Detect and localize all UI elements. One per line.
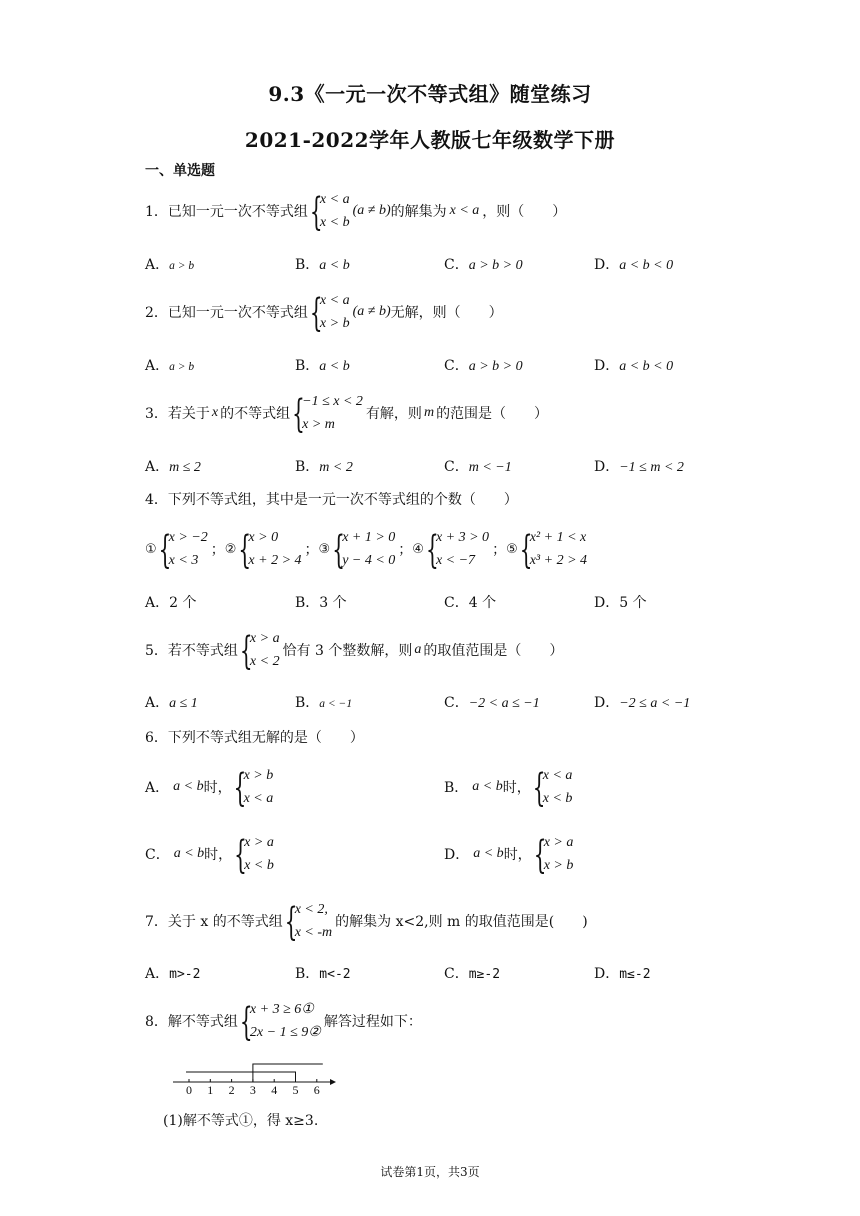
- system-line: x < b: [244, 858, 274, 873]
- option-a: m>-2: [169, 967, 201, 982]
- solution-line-1: [253, 1064, 323, 1082]
- option-label: C．: [444, 595, 469, 611]
- question-3-suffix: 的范围是（ ）: [436, 406, 549, 422]
- system-line: x > m: [302, 417, 335, 432]
- option-when: 时，: [502, 780, 531, 796]
- question-1: [145, 188, 566, 234]
- tick-label: 1: [207, 1083, 214, 1096]
- separator: ；: [210, 542, 225, 558]
- section-heading: 一、单选题: [145, 163, 215, 179]
- option-c: −2 < a ≤ −1: [468, 696, 540, 711]
- option-label: A．: [145, 358, 170, 374]
- question-6-option-a: [145, 764, 276, 810]
- question-5-suffix: 的取值范围是（ ）: [423, 643, 564, 659]
- system-line: x + 1 > 0: [342, 530, 396, 545]
- tick-label: 3: [249, 1083, 256, 1096]
- option-b: a < −1: [319, 698, 353, 710]
- inequality-system: { x + 3 ≥ 6① 2x − 1 ≤ 9②: [239, 998, 321, 1044]
- system-line: y − 4 < 0: [342, 553, 396, 568]
- option-d: a < b < 0: [619, 258, 674, 273]
- option-label: D．: [594, 695, 620, 711]
- separator: ；: [304, 542, 319, 558]
- option-c: 4 个: [468, 595, 497, 611]
- option-label: C．: [444, 358, 469, 374]
- inequality-system: { x < 2, x < -m: [284, 898, 333, 944]
- number-line: [173, 1064, 336, 1096]
- option-when: 时，: [203, 780, 232, 796]
- question-7-text: 7．关于 x 的不等式组: [145, 914, 283, 930]
- option-label: B．: [444, 780, 469, 796]
- option-cond: a < b: [472, 779, 503, 794]
- condition: (a ≠ b): [352, 304, 391, 319]
- option-d: 5 个: [619, 595, 647, 611]
- option-a: m ≤ 2: [169, 460, 201, 475]
- tick-label: 0: [186, 1083, 192, 1096]
- system-line: x < −7: [435, 553, 476, 568]
- question-3-mid2: 有解，则: [365, 406, 422, 422]
- question-2-suffix: 无解，则（ ）: [390, 305, 503, 321]
- inequality-system: { x > a x < b: [234, 831, 274, 877]
- question-8: [145, 998, 422, 1044]
- solution-expr: x < a: [449, 203, 480, 218]
- tick-label: 6: [313, 1083, 320, 1096]
- option-label: D．: [594, 459, 620, 475]
- solution-line-2: [186, 1072, 296, 1082]
- separator: ；: [398, 542, 413, 558]
- system-line: x < 2,: [294, 902, 328, 917]
- question-3-text: 3．若关于: [145, 406, 210, 422]
- question-5-text: 5．若不等式组: [145, 643, 238, 659]
- option-b: m < 2: [319, 460, 353, 475]
- system-line: x < b: [542, 791, 573, 806]
- system-line: 2x − 1 ≤ 9②: [249, 1025, 321, 1040]
- option-label: B．: [295, 966, 320, 982]
- option-label: C．: [444, 695, 469, 711]
- option-label: D．: [594, 257, 620, 273]
- option-label: A．: [145, 780, 170, 796]
- system-line: x < a: [542, 768, 573, 783]
- page-subtitle: 2021-2022学年人教版七年级数学下册: [244, 128, 616, 152]
- system-line: x < a: [319, 192, 350, 207]
- variable: a: [414, 642, 422, 657]
- option-label: D．: [594, 966, 620, 982]
- option-c: m < −1: [468, 460, 512, 475]
- question-3: [145, 390, 548, 436]
- variable: m: [423, 405, 435, 420]
- option-label: D．: [594, 595, 620, 611]
- system-line: x > b: [543, 858, 574, 873]
- variable: x: [211, 405, 219, 420]
- question-1-text: 1．已知一元一次不等式组: [145, 204, 308, 220]
- option-c: a > b > 0: [468, 258, 523, 273]
- option-a: a ≤ 1: [169, 696, 198, 711]
- system-line: x < -m: [294, 925, 333, 940]
- separator: ；: [492, 542, 507, 558]
- system-line: x + 3 > 0: [435, 530, 490, 545]
- system-line: x < a: [319, 293, 350, 308]
- inequality-system: { x > a x < 2: [239, 627, 280, 673]
- axis-arrow: [330, 1079, 336, 1085]
- inequality-system: { −1 ≤ x < 2 x > m: [292, 390, 363, 436]
- option-label: C．: [444, 257, 469, 273]
- inequality-system: { x + 1 > 0 y − 4 < 0: [332, 526, 396, 572]
- option-label: D．: [444, 847, 470, 863]
- option-label: B．: [295, 358, 320, 374]
- option-d: −1 ≤ m < 2: [619, 460, 684, 475]
- item-number: ④: [412, 541, 424, 557]
- option-label: C．: [444, 459, 469, 475]
- question-1-mid: 的解集为: [390, 204, 447, 220]
- option-a: 2 个: [169, 595, 197, 611]
- option-cond: a < b: [173, 779, 204, 794]
- option-c: m≥-2: [468, 967, 501, 982]
- option-when: 时，: [204, 847, 233, 863]
- option-b: a < b: [319, 359, 350, 374]
- item-number: ②: [224, 541, 237, 557]
- system-line: x² + 1 < x: [529, 530, 587, 545]
- question-4-systems: [145, 526, 590, 572]
- option-label: B．: [295, 595, 320, 611]
- system-line: x + 2 > 4: [248, 553, 302, 568]
- option-a: a > b: [169, 361, 195, 373]
- system-line: x > a: [244, 835, 274, 850]
- option-a: a > b: [169, 260, 195, 272]
- question-8-text: 8．解不等式组: [145, 1014, 238, 1030]
- question-7: [145, 898, 588, 944]
- inequality-system: { x + 3 > 0 x < −7: [425, 526, 490, 572]
- option-label: A．: [145, 257, 170, 273]
- question-3-mid: 的不等式组: [220, 406, 291, 422]
- option-label: D．: [594, 358, 620, 374]
- option-when: 时，: [503, 847, 532, 863]
- question-7-suffix: 的解集为 x<2,则 m 的取值范围是( ): [335, 914, 588, 930]
- system-line: x > 0: [248, 530, 279, 545]
- question-6-option-d: [444, 831, 576, 877]
- option-b: 3 个: [319, 595, 347, 611]
- system-line: x < a: [243, 791, 274, 806]
- option-label: C．: [145, 847, 170, 863]
- item-number: ①: [145, 541, 157, 557]
- system-line: x > a: [249, 631, 280, 646]
- option-label: A．: [145, 966, 170, 982]
- question-8-step-1: (1)解不等式①，得 x≥3.: [163, 1113, 319, 1129]
- condition: (a ≠ b): [352, 203, 391, 218]
- option-b: a < b: [319, 258, 350, 273]
- inequality-system: { x > a x > b: [533, 831, 574, 877]
- page-footer: 试卷第1页，共3页: [380, 1165, 480, 1179]
- inequality-system: { x > −2 x < 3: [158, 526, 208, 572]
- system-line: x > a: [543, 835, 574, 850]
- system-line: x < b: [319, 215, 350, 230]
- question-6-option-b: [444, 764, 575, 810]
- option-cond: a < b: [173, 846, 205, 861]
- inequality-system: { x > 0 x + 2 > 4: [238, 526, 302, 572]
- system-line: x + 3 ≥ 6①: [249, 1002, 314, 1017]
- option-label: C．: [444, 966, 469, 982]
- number-line-diagram: [170, 1056, 340, 1096]
- inequality-system: { x² + 1 < x x³ + 2 > 4: [519, 526, 588, 572]
- option-d: m≤-2: [619, 967, 651, 982]
- question-2-text: 2．已知一元一次不等式组: [145, 305, 308, 321]
- question-6: 6．下列不等式组无解的是（ ）: [145, 730, 364, 746]
- page-title: 9.3《一元一次不等式组》随堂练习: [268, 82, 592, 106]
- system-line: x > b: [319, 316, 350, 331]
- item-number: ⑤: [506, 541, 518, 557]
- inequality-system: { x > b x < a: [233, 764, 274, 810]
- option-label: A．: [145, 695, 170, 711]
- system-line: x³ + 2 > 4: [529, 553, 588, 568]
- system-line: x < 3: [168, 553, 199, 568]
- tick-label: 4: [271, 1083, 278, 1096]
- inequality-system: { x < a x < b: [532, 764, 573, 810]
- option-label: A．: [145, 459, 170, 475]
- inequality-system: { x < a x < b: [309, 188, 350, 234]
- option-cond: a < b: [473, 846, 504, 861]
- option-d: −2 ≤ a < −1: [619, 696, 691, 711]
- option-label: B．: [295, 459, 320, 475]
- item-number: ③: [318, 541, 331, 557]
- option-label: B．: [295, 257, 320, 273]
- question-5-mid: 恰有 3 个整数解，则: [282, 643, 413, 659]
- question-8-suffix: 解答过程如下：: [323, 1014, 422, 1030]
- question-2: [145, 289, 503, 335]
- question-4: 4．下列不等式组，其中是一元一次不等式组的个数（ ）: [145, 492, 518, 508]
- tick-label: 2: [228, 1083, 235, 1096]
- question-6-option-c: [145, 831, 277, 877]
- option-label: B．: [295, 695, 320, 711]
- system-line: x < 2: [249, 654, 280, 669]
- tick-label: 5: [292, 1083, 299, 1096]
- system-line: x > −2: [168, 530, 208, 545]
- option-b: m<-2: [319, 967, 351, 982]
- inequality-system: { x < a x > b: [309, 289, 350, 335]
- question-1-suffix: ，则（ ）: [482, 204, 567, 220]
- question-5: [145, 627, 563, 673]
- option-c: a > b > 0: [468, 359, 523, 374]
- option-label: A．: [145, 595, 170, 611]
- option-d: a < b < 0: [619, 359, 674, 374]
- system-line: −1 ≤ x < 2: [302, 394, 363, 409]
- system-line: x > b: [243, 768, 274, 783]
